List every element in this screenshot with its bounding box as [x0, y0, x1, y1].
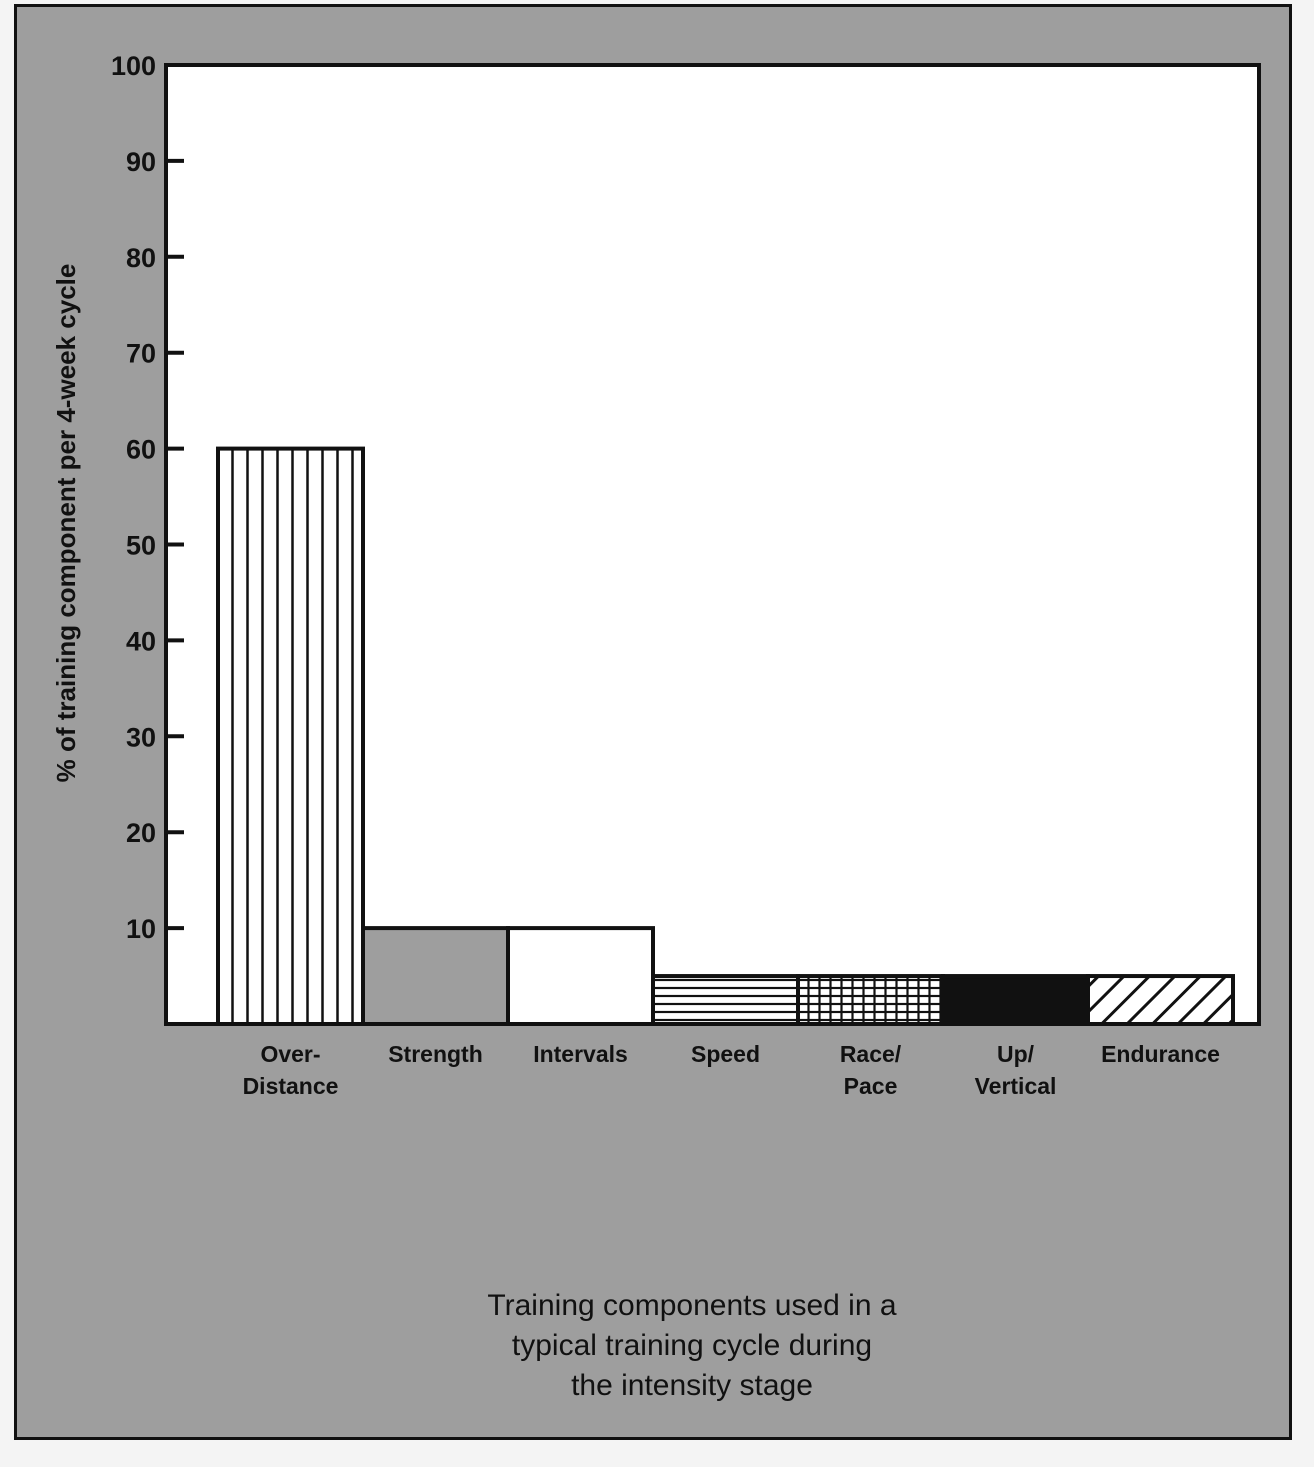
bar-up-vertical	[943, 976, 1088, 1024]
y-tick-label: 30	[125, 722, 156, 753]
category-label: Race/ Pace	[839, 1041, 902, 1099]
chart-title-line: Training components used in a	[487, 1289, 897, 1322]
bar-over-distance	[218, 449, 363, 1024]
category-label: Endurance	[1101, 1041, 1220, 1067]
y-tick-label: 20	[125, 818, 156, 849]
chart-title-line: the intensity stage	[571, 1369, 813, 1402]
y-tick-label: 40	[125, 626, 156, 657]
category-labels	[243, 1041, 1220, 1099]
y-tick-label: 60	[125, 434, 156, 465]
category-label: Up/ Vertical	[974, 1041, 1057, 1099]
bar-race-pace	[798, 976, 943, 1024]
bar-speed	[653, 976, 798, 1024]
category-label: Over-Distance	[242, 1041, 339, 1099]
category-label: Intervals	[533, 1041, 628, 1067]
bar-strength	[363, 928, 508, 1024]
y-tick-label: 50	[125, 530, 156, 561]
y-tick-label: 90	[125, 146, 156, 177]
y-tick-label: 70	[125, 338, 156, 369]
bar-intervals	[508, 928, 653, 1024]
y-tick-label: 80	[125, 242, 156, 273]
category-label: Strength	[388, 1041, 483, 1067]
chart-title-line: typical training cycle during	[511, 1329, 873, 1362]
chart-title	[357, 1286, 1027, 1406]
bar-endurance	[1088, 976, 1233, 1024]
y-axis-title: % of training component per 4-week cycle	[51, 263, 81, 783]
y-tick-label: 100	[110, 51, 156, 81]
y-tick-label: 10	[125, 914, 156, 945]
category-label: Speed	[690, 1041, 761, 1067]
